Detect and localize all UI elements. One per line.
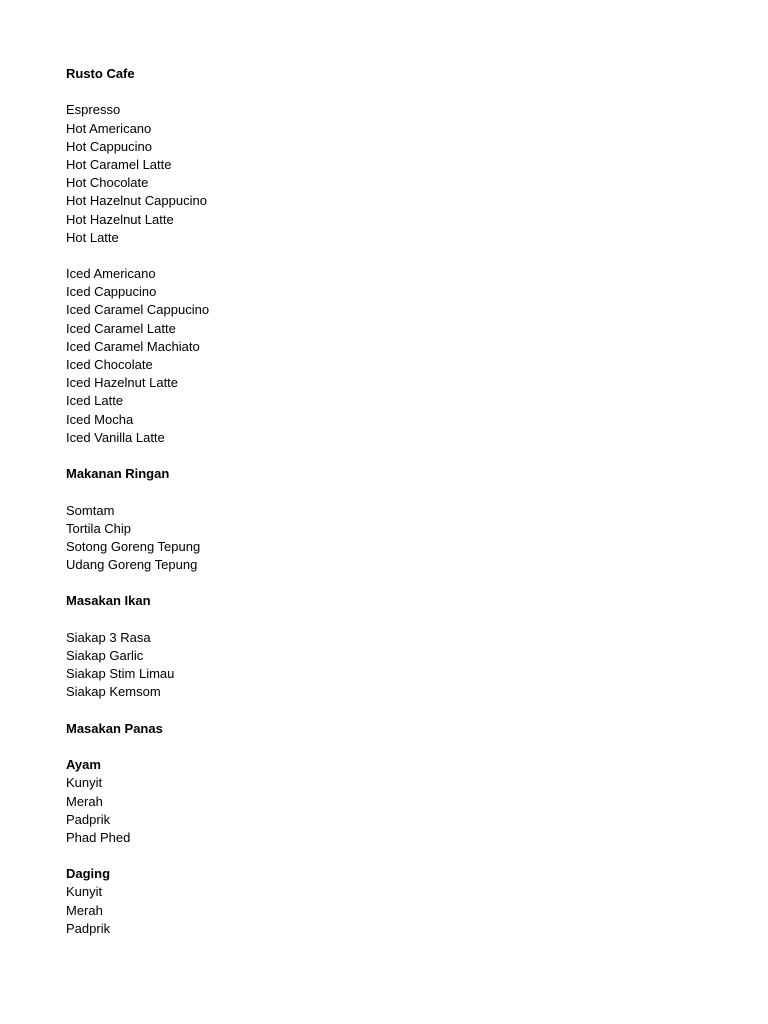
list-item: Iced Mocha <box>66 411 134 427</box>
list-item: Somtam <box>66 502 115 518</box>
list-item: Espresso <box>66 102 121 118</box>
document-title: Rusto Cafe <box>66 66 135 81</box>
list-item: Hot Americano <box>66 120 152 136</box>
spacer <box>66 247 706 265</box>
list-item: Iced Americano <box>66 266 156 282</box>
spacer <box>66 483 706 501</box>
chicken-list <box>66 774 706 847</box>
spacer <box>66 738 706 756</box>
list-item: Iced Latte <box>66 393 124 409</box>
list-item: Phad Phed <box>66 829 131 845</box>
snacks-list <box>66 502 706 575</box>
list-item: Hot Chocolate <box>66 175 149 191</box>
list-item: Hot Hazelnut Cappucino <box>66 193 207 209</box>
list-item: Kunyit <box>66 884 103 900</box>
list-item: Siakap Kemsom <box>66 684 161 700</box>
list-item: Iced Caramel Machiato <box>66 338 200 354</box>
list-item: Siakap 3 Rasa <box>66 629 151 645</box>
list-item: Iced Vanilla Latte <box>66 429 165 445</box>
beef-list <box>66 883 706 938</box>
list-item: Padprik <box>66 811 111 827</box>
list-item: Udang Goreng Tepung <box>66 557 198 573</box>
list-item: Sotong Goreng Tepung <box>66 538 201 554</box>
iced-drinks-list <box>66 265 706 447</box>
fish-heading: Masakan Ikan <box>66 593 151 609</box>
list-item: Hot Latte <box>66 229 119 245</box>
list-item: Iced Caramel Latte <box>66 320 176 336</box>
list-item: Hot Cappucino <box>66 138 152 154</box>
hot-drinks-list <box>66 101 706 247</box>
hot-dishes-heading: Masakan Panas <box>66 720 163 736</box>
list-item: Siakap Garlic <box>66 648 144 663</box>
list-item: Merah <box>66 793 103 809</box>
list-item: Iced Hazelnut Latte <box>66 375 179 391</box>
list-item: Tortila Chip <box>66 520 132 536</box>
list-item: Hot Hazelnut Latte <box>66 211 174 227</box>
chicken-subheading: Ayam <box>66 757 101 773</box>
beef-subheading: Daging <box>66 866 111 882</box>
document-page <box>66 65 706 938</box>
spacer <box>66 847 706 865</box>
list-item: Iced Caramel Cappucino <box>66 302 210 318</box>
list-item: Iced Cappucino <box>66 284 157 300</box>
spacer <box>66 83 706 101</box>
fish-list <box>66 629 706 702</box>
spacer <box>66 702 706 720</box>
list-item: Hot Caramel Latte <box>66 156 172 172</box>
list-item: Padprik <box>66 920 111 936</box>
list-item: Kunyit <box>66 775 103 791</box>
list-item: Siakap Stim Limau <box>66 666 175 682</box>
spacer <box>66 447 706 465</box>
spacer <box>66 611 706 629</box>
list-item: Iced Chocolate <box>66 357 153 372</box>
list-item: Merah <box>66 902 103 918</box>
spacer <box>66 574 706 592</box>
snacks-heading: Makanan Ringan <box>66 466 170 482</box>
